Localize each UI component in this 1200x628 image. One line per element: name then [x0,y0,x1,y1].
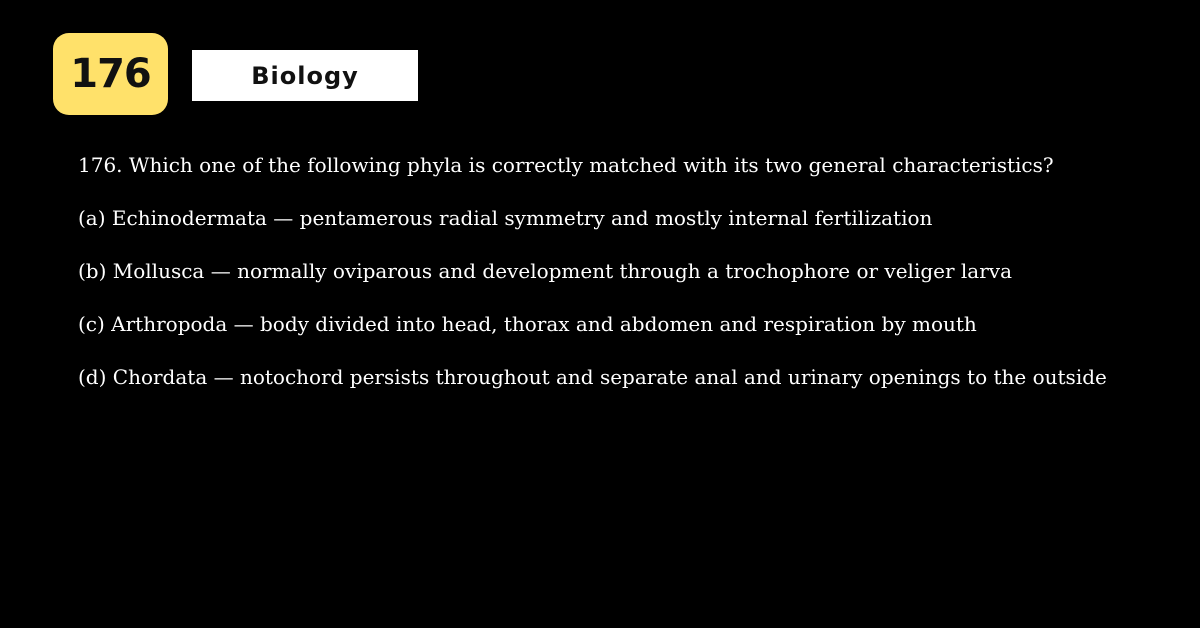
question-text: 176. Which one of the following phyla is correctly matched with its two general characteristics? [78,153,1054,177]
option-a: (a) Echinodermata — pentamerous radial symmetry and mostly internal fertilization [78,206,933,230]
question-number: 176 [70,51,151,97]
question-content [78,150,1178,415]
subject-label: Biology [251,61,359,90]
option-d: (d) Chordata — notochord persists throughout and separate anal and urinary openings to the outside [78,365,1107,389]
question-number-badge [53,33,168,115]
option-c: (c) Arthropoda — body divided into head, thorax and abdomen and respiration by mouth [78,312,977,336]
option-b: (b) Mollusca — normally oviparous and development through a trochophore or veliger larva [78,259,1013,283]
subject-label-box [192,50,418,101]
